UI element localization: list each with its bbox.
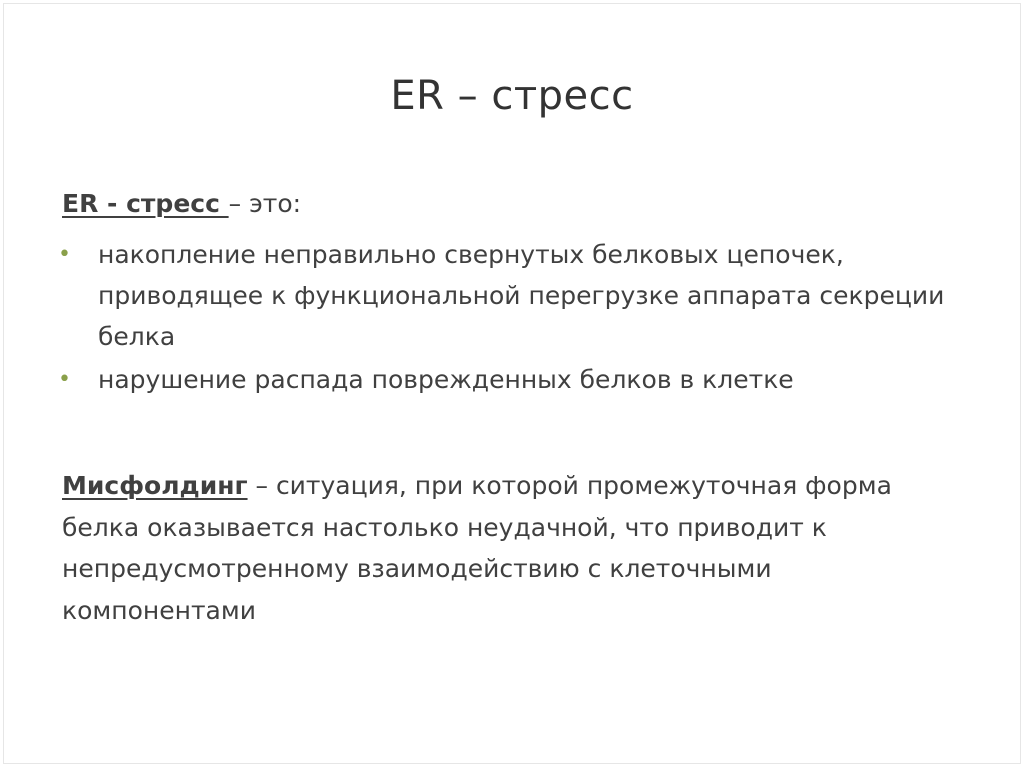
- bullet-item: [58, 234, 948, 357]
- misfolding-text: – ситуация, при которой промежуточная форма белка оказывается настолько неудачной, что приводит к непредусмотренному взаимодействию с клеточными компонентами: [62, 471, 892, 625]
- bullet-item: [58, 359, 948, 400]
- definition-line: [62, 185, 301, 223]
- misfolding-term: Мисфолдинг: [62, 471, 248, 500]
- misfolding-paragraph: [62, 465, 972, 631]
- bullet-list: [58, 234, 948, 402]
- bullet-marker: •: [58, 367, 71, 392]
- slide-title: ER – стресс: [390, 73, 634, 119]
- bullet-text: нарушение распада поврежденных белков в клетке: [98, 365, 794, 394]
- definition-term: ER - стресс: [62, 189, 229, 218]
- bullet-text: накопление неправильно свернутых белковых цепочек, приводящее к функциональной перегрузке аппарата секреции белка: [98, 240, 945, 351]
- definition-suffix: – это:: [228, 189, 302, 218]
- bullet-marker: •: [58, 242, 71, 267]
